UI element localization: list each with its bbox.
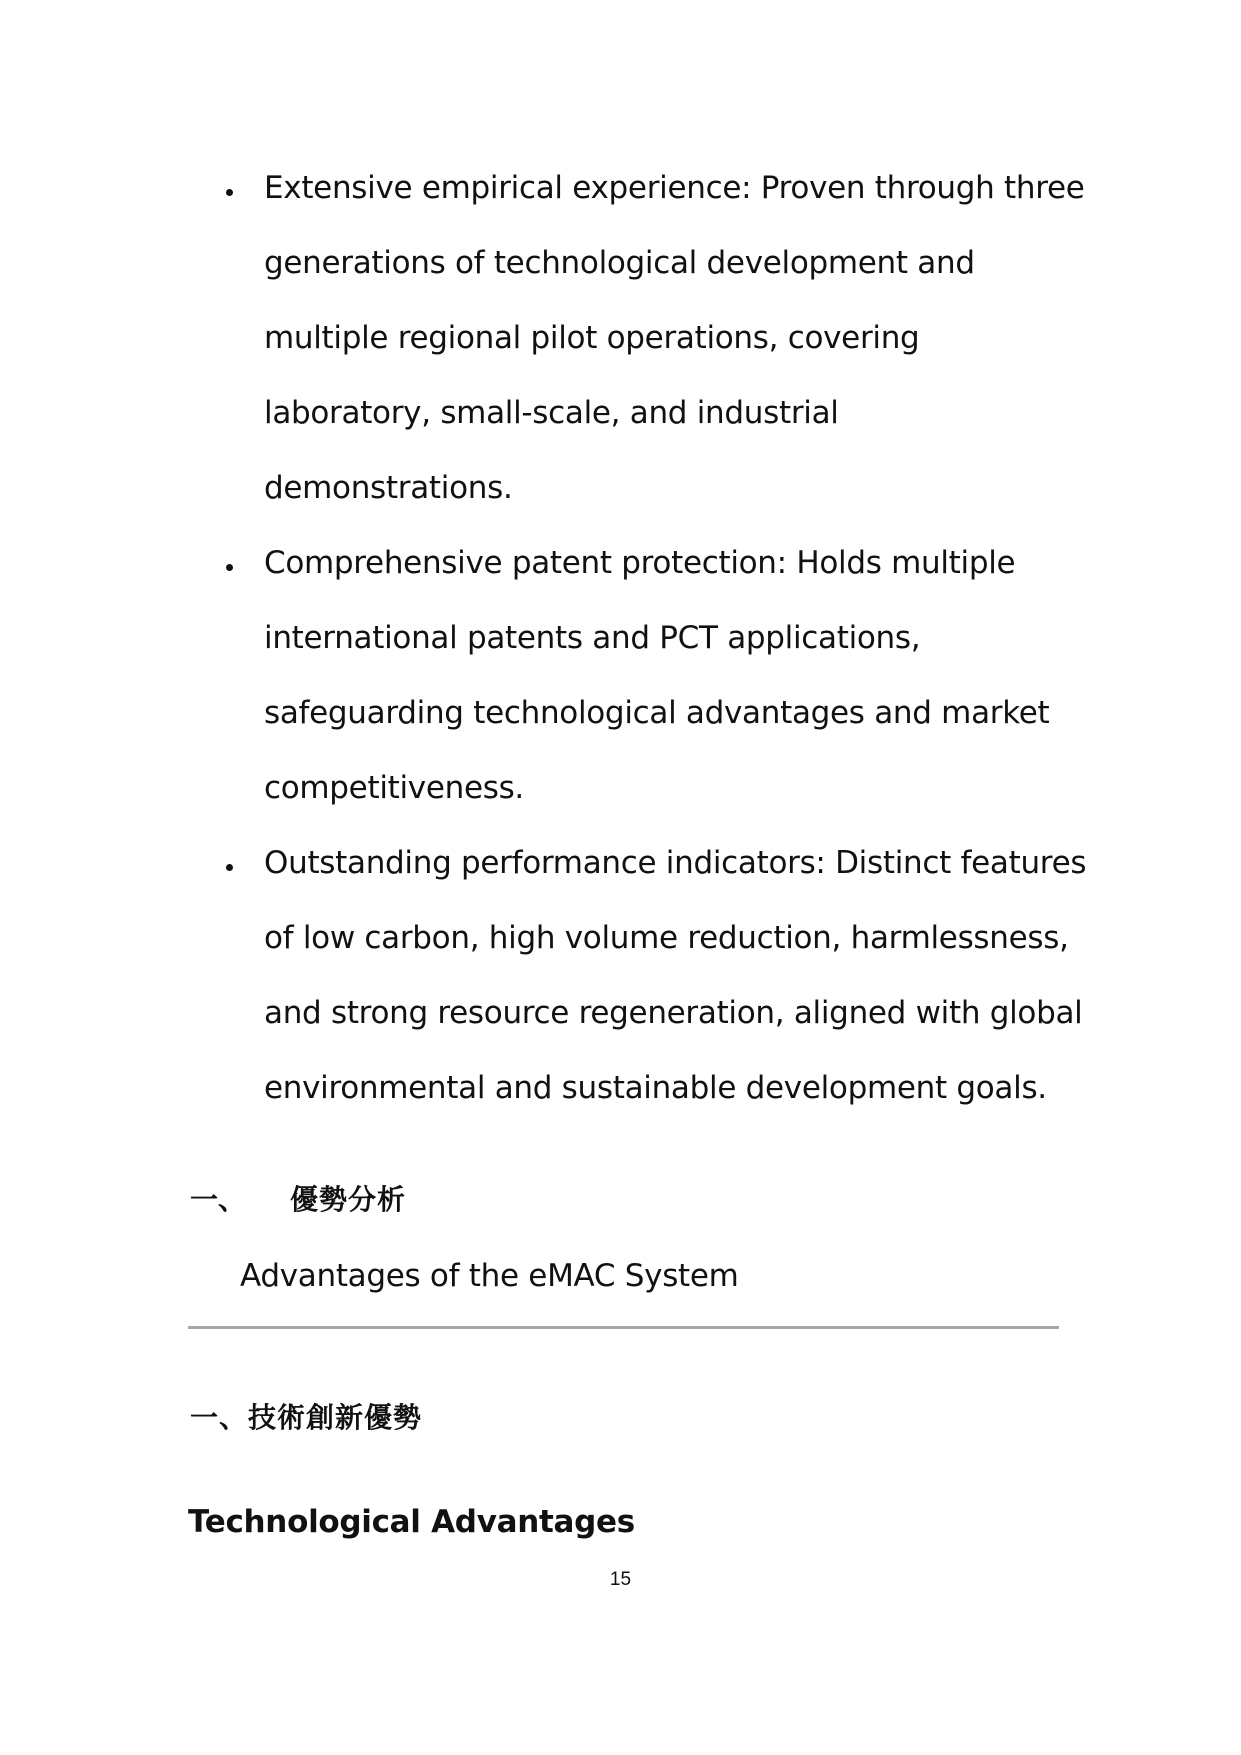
bullet-1-line-2: generations of technological development and (264, 245, 975, 281)
subsection-heading: 一、技術創新優勢 (190, 1401, 423, 1434)
bullet-1-line-5: demonstrations. (264, 470, 513, 506)
bullet-1-line-4: laboratory, small-scale, and industrial (264, 395, 839, 431)
bullet-dot (226, 564, 233, 571)
bullet-2-line-4: competitiveness. (264, 770, 524, 806)
bullet-1-line-3: multiple regional pilot operations, covering (264, 320, 920, 356)
bullet-3-line-2: of low carbon, high volume reduction, harmlessness, (264, 920, 1069, 956)
bullet-3-line-4: environmental and sustainable development goals. (264, 1070, 1047, 1106)
bullet-2-line-2: international patents and PCT applications, (264, 620, 921, 656)
subsection-heading-en: Technological Advantages (188, 1504, 635, 1540)
bullet-2-line-3: safeguarding technological advantages and market (264, 695, 1050, 731)
bullet-3-line-1: Outstanding performance indicators: Distinct features (264, 845, 1087, 881)
section-divider (188, 1326, 1059, 1329)
section-title: 優勢分析 (290, 1183, 407, 1216)
page-number: 15 (609, 1569, 632, 1590)
bullet-3-line-3: and strong resource regeneration, aligned with global (264, 995, 1083, 1031)
section-subtitle: Advantages of the eMAC System (240, 1258, 739, 1294)
bullet-dot (226, 864, 233, 871)
bullet-2-line-1: Comprehensive patent protection: Holds multiple (264, 545, 1016, 581)
section-marker: 一、 (190, 1183, 247, 1216)
bullet-dot (226, 189, 233, 196)
bullet-1-line-1: Extensive empirical experience: Proven through three (264, 170, 1085, 206)
